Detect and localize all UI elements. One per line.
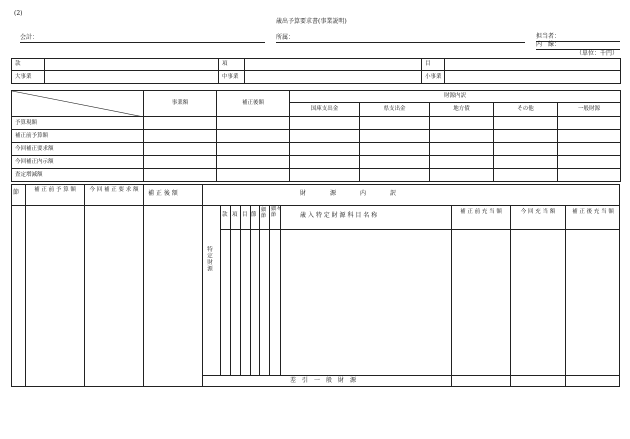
cell[interactable] <box>430 169 494 182</box>
budget-table <box>11 90 621 182</box>
cell[interactable] <box>290 169 360 182</box>
zaigen-col-ken: 県支出金 <box>360 103 430 117</box>
kaikei-line <box>20 42 265 43</box>
hoseigo-juutou-header: 補 正 後 充 当 額 <box>572 209 614 215</box>
hoseigo-detail-header: 補 正 後 額 <box>148 190 178 197</box>
cell[interactable] <box>217 169 290 182</box>
cell[interactable] <box>360 156 430 169</box>
zaigen-uchiwake-header: 財 源 内 訳 <box>300 190 397 197</box>
shou-jigyou-label: 小事業 <box>422 71 445 84</box>
cell[interactable] <box>360 169 430 182</box>
cell[interactable] <box>430 143 494 156</box>
small-col-kou: 項 <box>232 212 238 218</box>
cell[interactable] <box>217 130 290 143</box>
cell[interactable] <box>290 117 360 130</box>
moku-value[interactable] <box>445 59 621 71</box>
small-col-saisaisetsu: 細々節 <box>271 206 282 218</box>
cell[interactable] <box>144 169 217 182</box>
small-col-setsu: 節 <box>251 212 257 218</box>
cell[interactable] <box>217 143 290 156</box>
jigyougaku-header: 事業額 <box>144 91 217 117</box>
cell[interactable] <box>360 117 430 130</box>
cell[interactable] <box>144 130 217 143</box>
cell[interactable] <box>290 143 360 156</box>
zaigen-col-chihousai: 地方債 <box>430 103 494 117</box>
cell[interactable] <box>558 169 621 182</box>
naisen-label: 内 線： <box>536 41 561 48</box>
detail-header-line <box>11 205 620 206</box>
cell[interactable] <box>144 143 217 156</box>
row-label-konkai-naiji: 今回補正内示額 <box>12 156 144 169</box>
dai-jigyou-value[interactable] <box>45 71 219 84</box>
cell[interactable] <box>494 130 558 143</box>
cell[interactable] <box>430 156 494 169</box>
kan-label: 款 <box>12 59 45 71</box>
cell[interactable] <box>558 117 621 130</box>
cell[interactable] <box>290 130 360 143</box>
cell[interactable] <box>494 117 558 130</box>
row-label-yosan-genngaku: 予算現額 <box>12 117 144 130</box>
kou-label: 項 <box>219 59 245 71</box>
cell[interactable] <box>494 169 558 182</box>
small-col-saisetsu: 細節 <box>261 207 267 219</box>
cell[interactable] <box>558 130 621 143</box>
cell[interactable] <box>217 156 290 169</box>
cell[interactable] <box>494 156 558 169</box>
cell[interactable] <box>430 130 494 143</box>
form-number: (2) <box>14 10 23 17</box>
zaigen-header: 財源内訳 <box>290 91 621 103</box>
cell[interactable] <box>144 156 217 169</box>
shozoku-line <box>276 42 525 43</box>
diagonal-header-cell <box>12 91 144 117</box>
moku-label: 目 <box>422 59 445 71</box>
dai-jigyou-label: 大事業 <box>12 71 45 84</box>
cell[interactable] <box>360 143 430 156</box>
setsu-header: 節 <box>13 189 20 196</box>
konkai-juutou-header: 今 回 充 当 額 <box>520 209 556 215</box>
kaikei-label: 会計： <box>20 34 39 41</box>
zaigen-col-ippan: 一般財源 <box>558 103 621 117</box>
hoseimae-juutou-header: 補 正 前 充 当 額 <box>460 209 502 215</box>
kamoku-name-header: 歳 入 特 定 財 源 科 目 名 称 <box>300 212 378 219</box>
sashihiki-line <box>202 375 620 376</box>
shozoku-label: 所属： <box>276 34 295 41</box>
diagonal-line <box>12 91 144 117</box>
cell[interactable] <box>558 156 621 169</box>
small-col-kan: 款 <box>222 212 228 218</box>
kan-value[interactable] <box>45 59 219 71</box>
sashihiki-label: 差 引 一 般 財 源 <box>290 377 357 384</box>
hoseimae-header: 補 正 前 予 算 額 <box>34 187 76 193</box>
konkai-header: 今 回 補 正 要 求 額 <box>89 187 139 193</box>
classification-table <box>11 58 621 84</box>
cell[interactable] <box>494 143 558 156</box>
cell[interactable] <box>290 156 360 169</box>
chuu-jigyou-label: 中事業 <box>219 71 245 84</box>
cell[interactable] <box>144 117 217 130</box>
zaigen-col-kokko: 国庫支出金 <box>290 103 360 117</box>
cell[interactable] <box>430 117 494 130</box>
form-title: 歳出予算要求書(事業説明) <box>276 18 347 25</box>
tokutei-zaigen-label: 特定財源 <box>206 246 212 272</box>
zaigen-col-sonota: その他 <box>494 103 558 117</box>
hoseigo-header: 補正後額 <box>217 91 290 117</box>
tantousha-label: 担当者： <box>536 33 561 40</box>
cell[interactable] <box>217 117 290 130</box>
small-col-moku: 目 <box>242 212 248 218</box>
shou-jigyou-value[interactable] <box>445 71 621 84</box>
chuu-jigyou-value[interactable] <box>245 71 422 84</box>
cell[interactable] <box>360 130 430 143</box>
row-label-satei: 査定増減額 <box>12 169 144 182</box>
row-label-hoseimae: 補正前予算額 <box>12 130 144 143</box>
unit-label: （単位：千円） <box>576 50 619 57</box>
kou-value[interactable] <box>245 59 422 71</box>
cell[interactable] <box>558 143 621 156</box>
row-label-konkai-youkyuu: 今回補正要求額 <box>12 143 144 156</box>
